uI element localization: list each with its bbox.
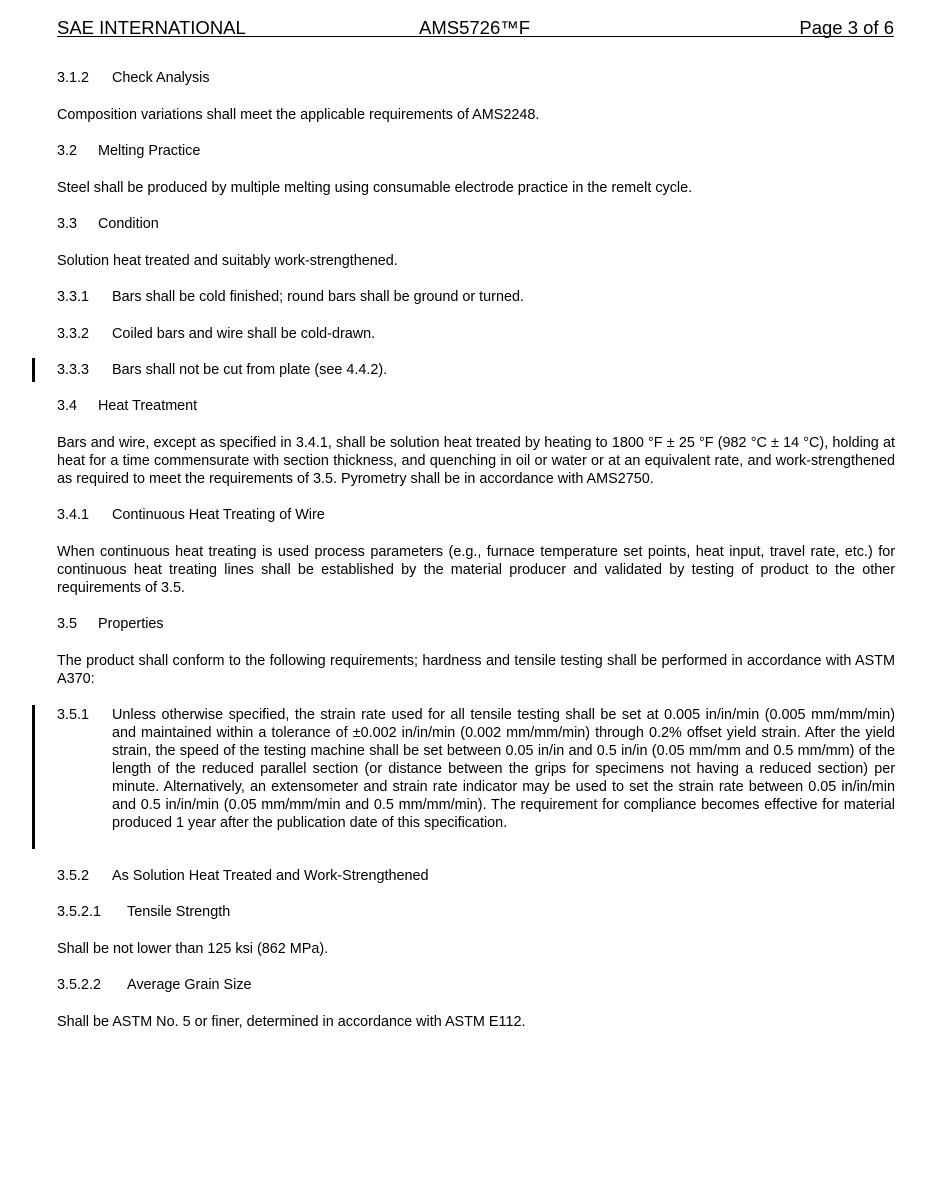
section-number: 3.5.2 bbox=[57, 868, 90, 884]
item-3-3-1 bbox=[57, 288, 524, 306]
paragraph-3-5-1: Unless otherwise specified, the strain rate used for all tensile testing shall be set at 0.005 in/in/min (0.005 mm/mm/min) and maintained within a tolerance of ±0.002 in/in/min (0.002 mm/mm/min) through 0.2% offset yield strain. After the yield strain, the speed of the testing machine shall be set between 0.05 in/in and 0.5 in/in (0.05 mm/mm and 0.5 mm/mm) of the length of the reduced parallel section (or distance between the grips for specimens not having a reduced section) per minute. Alternatively, an extensometer and strain rate indicator may be used to set the strain rate between 0.05 in/in/min and 0.5 in/in/min (0.05 mm/mm/min and 0.5 mm/mm/min). The requirement for compliance becomes effective for material produced 1 year after the publication date of this specification. bbox=[112, 707, 895, 831]
section-title: Condition bbox=[98, 216, 159, 232]
heading-3-4 bbox=[57, 397, 197, 415]
item-text: Bars shall not be cut from plate (see 4.4.2). bbox=[112, 362, 388, 378]
heading-3-3 bbox=[57, 215, 159, 233]
paragraph-3-3: Solution heat treated and suitably work-strengthened. bbox=[57, 253, 398, 269]
section-title: Check Analysis bbox=[112, 70, 210, 86]
paragraph-3-4: Bars and wire, except as specified in 3.4.1, shall be solution heat treated by heating to 1800 °F ± 25 °F (982 °C ± 14 °C), holding at heat for a time commensurate with section thickness, and quenching in oil or water or at an equivalent rate, and work-strengthened as required to meet the requirements of 3.5. Pyrometry shall be in accordance with AMS2750. bbox=[57, 435, 895, 487]
section-number: 3.3.1 bbox=[57, 289, 90, 305]
section-number: 3.5 bbox=[57, 616, 78, 632]
paragraph-3-5-2-2: Shall be ASTM No. 5 or finer, determined in accordance with ASTM E112. bbox=[57, 1014, 526, 1030]
header-page-number: Page 3 of 6 bbox=[799, 17, 894, 38]
item-3-3-2 bbox=[57, 325, 375, 343]
item-text: Coiled bars and wire shall be cold-drawn. bbox=[112, 326, 376, 342]
item-text: Bars shall be cold finished; round bars shall be ground or turned. bbox=[112, 289, 524, 305]
heading-3-1-2 bbox=[57, 69, 210, 87]
section-title: Average Grain Size bbox=[127, 977, 252, 993]
section-title: Melting Practice bbox=[98, 143, 201, 159]
section-title: Continuous Heat Treating of Wire bbox=[112, 507, 325, 523]
paragraph-3-1-2: Composition variations shall meet the applicable requirements of AMS2248. bbox=[57, 107, 540, 123]
section-title: As Solution Heat Treated and Work-Strengthened bbox=[112, 868, 429, 884]
paragraph-3-5: The product shall conform to the following requirements; hardness and tensile testing shall be performed in accordance with ASTM A370: bbox=[57, 653, 895, 687]
section-number: 3.4 bbox=[57, 398, 78, 414]
section-number-3-5-1: 3.5.1 bbox=[57, 707, 90, 723]
heading-3-4-1 bbox=[57, 506, 325, 524]
header-document-number: AMS5726™F bbox=[419, 17, 531, 38]
heading-3-5-2 bbox=[57, 867, 429, 885]
section-number: 3.3 bbox=[57, 216, 78, 232]
revision-change-bar bbox=[32, 358, 35, 382]
section-number: 3.3.3 bbox=[57, 362, 90, 378]
heading-3-5 bbox=[57, 615, 164, 633]
page-header bbox=[57, 14, 894, 37]
paragraph-3-2: Steel shall be produced by multiple melting using consumable electrode practice in the remelt cycle. bbox=[57, 180, 693, 196]
section-number: 3.3.2 bbox=[57, 326, 90, 342]
paragraph-3-5-2-1: Shall be not lower than 125 ksi (862 MPa). bbox=[57, 941, 329, 957]
section-title: Tensile Strength bbox=[127, 904, 231, 920]
heading-3-5-2-2 bbox=[57, 976, 252, 994]
heading-3-5-2-1 bbox=[57, 903, 230, 921]
section-title: Properties bbox=[98, 616, 164, 632]
section-number: 3.1.2 bbox=[57, 70, 90, 86]
item-3-3-3 bbox=[57, 361, 387, 379]
revision-change-bar bbox=[32, 705, 35, 849]
section-number: 3.5.2.2 bbox=[57, 977, 102, 993]
section-number: 3.4.1 bbox=[57, 507, 90, 523]
heading-3-2 bbox=[57, 142, 200, 160]
header-organization: SAE INTERNATIONAL bbox=[57, 17, 246, 38]
section-number: 3.2 bbox=[57, 143, 78, 159]
section-title: Heat Treatment bbox=[98, 398, 198, 414]
paragraph-3-4-1: When continuous heat treating is used process parameters (e.g., furnace temperature set points, heat input, travel rate, etc.) for continuous heat treating lines shall be established by the material producer and validated by testing of product to the other requirements of 3.5. bbox=[57, 544, 895, 596]
section-number: 3.5.2.1 bbox=[57, 904, 102, 920]
